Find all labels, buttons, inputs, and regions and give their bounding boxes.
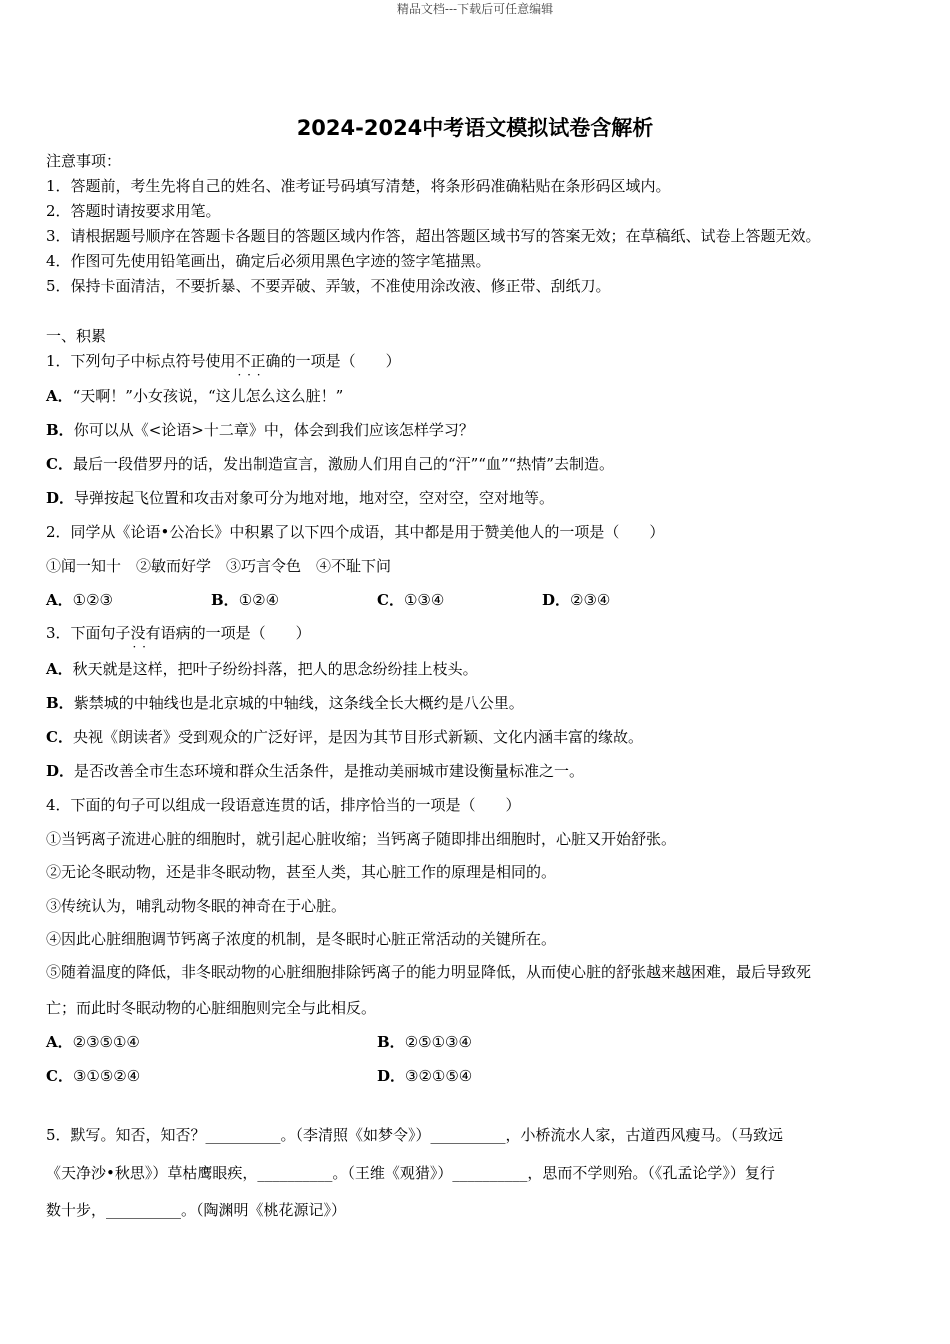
option-label: A． bbox=[46, 387, 73, 405]
question-2-option-d bbox=[542, 590, 610, 610]
option-label: C． bbox=[46, 455, 73, 473]
option-label: D． bbox=[46, 762, 75, 780]
option-text: ①②④ bbox=[238, 591, 280, 609]
option-text: 是否改善全市生态环境和群众生活条件，是推动美丽城市建设衡量标准之一。 bbox=[74, 762, 585, 780]
question-4-sentence-cont: 亡；而此时冬眠动物的心脏细胞则完全与此相反。 bbox=[46, 999, 377, 1017]
option-label: B． bbox=[211, 591, 239, 609]
question-4-option-c bbox=[46, 1066, 140, 1086]
page-title: 2024-2024中考语文模拟试卷含解析 bbox=[296, 116, 654, 140]
option-label: B． bbox=[377, 1033, 405, 1051]
stem-text: 1．下列句子中标点符号使用 bbox=[46, 352, 236, 370]
question-4-stem: 4．下面的句子可以组成一段语意连贯的话，排序恰当的一项是（ ） bbox=[46, 796, 521, 814]
option-text: 秋天就是这样，把叶子纷纷抖落，把人的思念纷纷挂上枝头。 bbox=[72, 660, 478, 678]
option-label: C． bbox=[46, 728, 73, 746]
question-4-sentence: ④因此心脏细胞调节钙离子浓度的机制，是冬眠时心脏正常活动的关键所在。 bbox=[46, 930, 557, 948]
notice-item: 2．答题时请按要求用笔。 bbox=[46, 202, 221, 220]
option-text: ①③④ bbox=[403, 591, 445, 609]
question-1-option-b bbox=[46, 420, 474, 440]
option-label: D． bbox=[542, 591, 571, 609]
option-text: 紫禁城的中轴线也是北京城的中轴线，这条线全长大概约是八公里。 bbox=[73, 694, 524, 712]
question-3-option-d bbox=[46, 761, 584, 781]
question-4-sentence: ③传统认为，哺乳动物冬眠的神奇在于心脏。 bbox=[46, 897, 347, 915]
question-4-option-d bbox=[377, 1066, 472, 1086]
question-5-line: 《天净沙•秋思》）草枯鹰眼疾，__________。（王维《观猎》）__________，思而不学则殆。（《孔孟论学》）复行 bbox=[46, 1164, 775, 1182]
emphasis-text: 不正确 · · · bbox=[236, 351, 281, 371]
stem-text: 3．下面句子 bbox=[46, 624, 131, 642]
question-4-sentence: ①当钙离子流进心脏的细胞时，就引起心脏收缩；当钙离子随即排出细胞时，心脏又开始舒张。 bbox=[46, 830, 677, 848]
question-4-sentence: ②无论冬眠动物，还是非冬眠动物，甚至人类，其心脏工作的原理是相同的。 bbox=[46, 863, 557, 881]
option-label: C． bbox=[46, 1067, 73, 1085]
notice-item: 4．作图可先使用铅笔画出，确定后必须用黑色字迹的签字笔描黑。 bbox=[46, 252, 491, 270]
option-label: B． bbox=[46, 421, 74, 439]
question-1-option-a bbox=[46, 386, 343, 406]
option-text: ③②①⑤④ bbox=[405, 1067, 473, 1085]
notice-item: 5．保持卡面清洁，不要折暴、不要弄破、弄皱，不准使用涂改液、修正带、刮纸刀。 bbox=[46, 277, 611, 295]
notice-item: 3．请根据题号顺序在答题卡各题目的答题区域内作答，超出答题区域书写的答案无效；在草稿纸、试卷上答题无效。 bbox=[46, 227, 821, 245]
option-text: ①②③ bbox=[72, 591, 113, 609]
stem-text: 的一项是（ ） bbox=[280, 352, 401, 370]
notice-heading: 注意事项： bbox=[46, 152, 122, 170]
question-5-line: 5．默写。知否，知否？__________。（李清照《如梦令》）__________，小桥流水人家，古道西风瘦马。（马致远 bbox=[46, 1126, 784, 1144]
option-text: 导弹按起飞位置和攻击对象可分为地对地，地对空，空对空，空对地等。 bbox=[74, 489, 555, 507]
question-1-stem bbox=[46, 351, 401, 371]
question-2-stem: 2．同学从《论语•公冶长》中积累了以下四个成语，其中都是用于赞美他人的一项是（ ） bbox=[46, 523, 665, 541]
question-2-option-a bbox=[46, 590, 113, 610]
question-2-option-b bbox=[211, 590, 279, 610]
page-header: 精品文档---下载后可任意编辑 bbox=[396, 2, 554, 16]
question-3-option-c bbox=[46, 727, 643, 747]
option-label: D． bbox=[46, 489, 75, 507]
emphasis-text: 没有 · · bbox=[131, 623, 161, 643]
question-1-option-c bbox=[46, 454, 614, 474]
option-text: ②⑤①③④ bbox=[404, 1033, 472, 1051]
question-4-option-a bbox=[46, 1032, 140, 1052]
question-3-stem bbox=[46, 623, 311, 643]
option-label: A． bbox=[46, 660, 73, 678]
notice-item: 1．答题前，考生先将自己的姓名、准考证号码填写清楚，将条形码准确粘贴在条形码区域内。 bbox=[46, 177, 671, 195]
question-2-items: ①闻一知十 ②敏而好学 ③巧言令色 ④不耻下问 bbox=[46, 557, 392, 575]
option-label: B． bbox=[46, 694, 74, 712]
question-2-option-c bbox=[377, 590, 444, 610]
option-text: ③①⑤②④ bbox=[72, 1067, 141, 1085]
option-text: 最后一段借罗丹的话，发出制造宣言，激励人们用自己的“汗”“血”“热情”去制造。 bbox=[72, 455, 614, 473]
option-text: 央视《朗读者》受到观众的广泛好评，是因为其节目形式新颖、文化内涵丰富的缘故。 bbox=[72, 728, 643, 746]
option-label: D． bbox=[377, 1067, 406, 1085]
question-3-option-b bbox=[46, 693, 524, 713]
question-4-sentence: ⑤随着温度的降低，非冬眠动物的心脏细胞排除钙离子的能力明显降低，从而使心脏的舒张越来越困难，最后导致死 bbox=[46, 963, 812, 981]
question-1-option-d bbox=[46, 488, 554, 508]
option-text: ②③④ bbox=[570, 591, 611, 609]
option-label: A． bbox=[46, 1033, 73, 1051]
section-heading: 一、积累 bbox=[46, 327, 107, 345]
option-text: ②③⑤①④ bbox=[72, 1033, 140, 1051]
option-text: “天啊！”小女孩说，“这儿怎么这么脏！” bbox=[72, 387, 344, 405]
option-label: C． bbox=[377, 591, 404, 609]
question-4-option-b bbox=[377, 1032, 472, 1052]
option-label: A． bbox=[46, 591, 73, 609]
question-3-option-a bbox=[46, 659, 478, 679]
question-5-line: 数十步，__________。（陶渊明《桃花源记》） bbox=[46, 1201, 347, 1219]
stem-text: 语病的一项是（ ） bbox=[160, 624, 311, 642]
option-text: 你可以从《<论语>十二章》中，体会到我们应该怎样学习？ bbox=[73, 421, 474, 439]
